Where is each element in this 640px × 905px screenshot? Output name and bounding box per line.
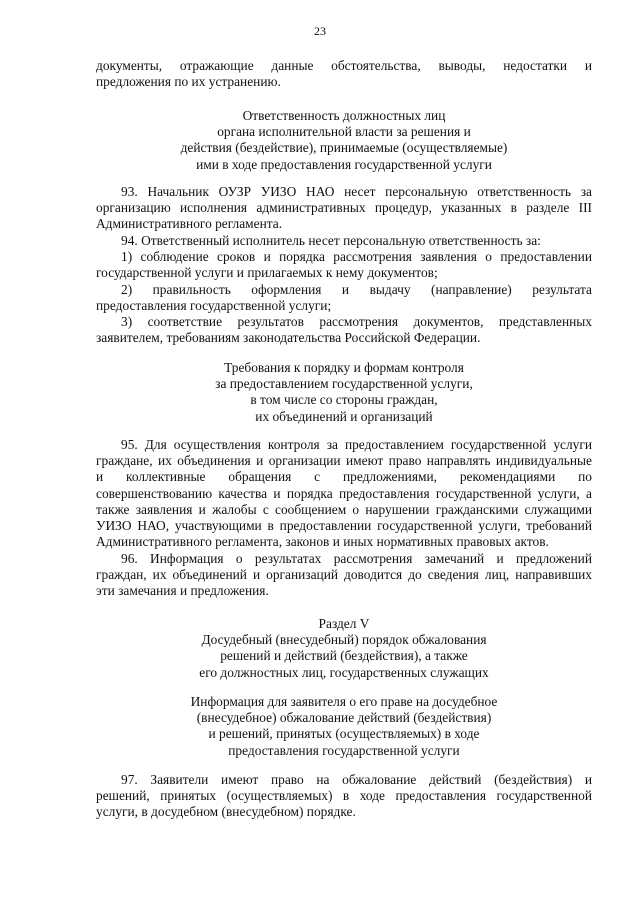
text-line: решений, принятых (осуществляемых) в ходе предоставления государственной	[96, 788, 592, 804]
paragraph-97	[96, 772, 592, 821]
text-line: заявителем, требованиям законодательства Российской Федерации.	[96, 330, 481, 346]
heading-line: действия (бездействие), принимаемые (осуществляемые)	[180, 140, 508, 156]
heading-line: его должностных лиц, государственных служащих	[199, 664, 489, 680]
heading-line: и решений, принятых (осуществляемых) в ходе	[208, 726, 480, 742]
text-line: предложения по их устранению.	[96, 74, 281, 90]
heading-line: в том числе со стороны граждан,	[250, 392, 438, 408]
heading-line: Требования к порядку и формам контроля	[224, 360, 464, 375]
text-line: эти замечания и предложения.	[96, 583, 269, 599]
text-line: граждан, их объединений и организаций доводится до сведения лиц, направивших	[96, 567, 592, 583]
heading-info	[96, 694, 592, 759]
text-line: 95. Для осуществления контроля за предоставлением государственной услуги	[121, 437, 592, 452]
heading-line: органа исполнительной власти за решения и	[217, 124, 471, 140]
text-line: также заявления и жалобы с сообщением о нарушении гражданскими служащими	[96, 501, 592, 517]
heading-line: их объединений и организаций	[255, 408, 433, 424]
heading-control	[96, 360, 592, 425]
text-line: организацию исполнения административных процедур, указанных в разделе III	[96, 200, 592, 216]
paragraph-93	[96, 184, 592, 233]
section-label: Раздел V	[318, 616, 370, 631]
text-line: УИЗО НАО, участвующими в предоставлении государственной услуги, требований	[96, 518, 592, 534]
text-line: предоставления государственной услуги;	[96, 297, 332, 313]
heading-line: Досудебный (внесудебный) порядок обжалования	[201, 632, 487, 648]
section-5-heading	[96, 616, 592, 681]
heading-line: за предоставлением государственной услуги,	[215, 376, 473, 392]
text-line: документы, отражающие данные обстоятельства, выводы, недостатки и	[96, 58, 592, 73]
text-line: услуги, в досудебном (внесудебном) порядке.	[96, 804, 356, 820]
text-line: Административного регламента.	[96, 216, 283, 232]
heading-line: ими в ходе предоставления государственной услуги	[196, 156, 492, 172]
text-line: совершенствованию качества и порядка предоставления государственной услуги, а	[96, 485, 592, 501]
text-line: 1) соблюдение сроков и порядка рассмотрения заявления о предоставлении	[121, 249, 592, 265]
text-line: 96. Информация о результатах рассмотрения замечаний и предложений	[121, 551, 592, 566]
heading-line: Информация для заявителя о его праве на досудебное	[190, 694, 498, 709]
text-line: 2) правильность оформления и выдачу (направление) результата	[121, 281, 592, 297]
heading-line: предоставления государственной услуги	[228, 742, 460, 758]
text-line: 97. Заявители имеют право на обжалование действий (бездействия) и	[121, 772, 592, 787]
page-number: 23	[314, 24, 326, 38]
text-line: государственной услуги и прилагаемых к нему документов;	[96, 265, 438, 281]
text-line: и коллективные обращения с предложениями, рекомендациями по	[96, 469, 592, 485]
heading-responsibility	[96, 108, 592, 173]
paragraph-94	[96, 233, 592, 346]
intro-paragraph	[96, 58, 592, 90]
text-line: Административного регламента, законов и иных нормативных правовых актов.	[96, 534, 549, 550]
text-line: 93. Начальник ОУЗР УИЗО НАО несет персональную ответственность за	[121, 184, 592, 199]
paragraph-95	[96, 437, 592, 550]
heading-line: (внесудебное) обжалование действий (бездействия)	[196, 710, 492, 726]
text-line: 3) соответствие результатов рассмотрения документов, представленных	[121, 314, 592, 330]
text-line: граждане, их объединения и организации имеют право направлять индивидуальные	[96, 453, 592, 469]
text-line: 94. Ответственный исполнитель несет персональную ответственность за:	[121, 233, 541, 248]
heading-line: Ответственность должностных лиц	[242, 108, 446, 123]
heading-line: решений и действий (бездействия), а также	[220, 648, 468, 664]
paragraph-96	[96, 551, 592, 600]
